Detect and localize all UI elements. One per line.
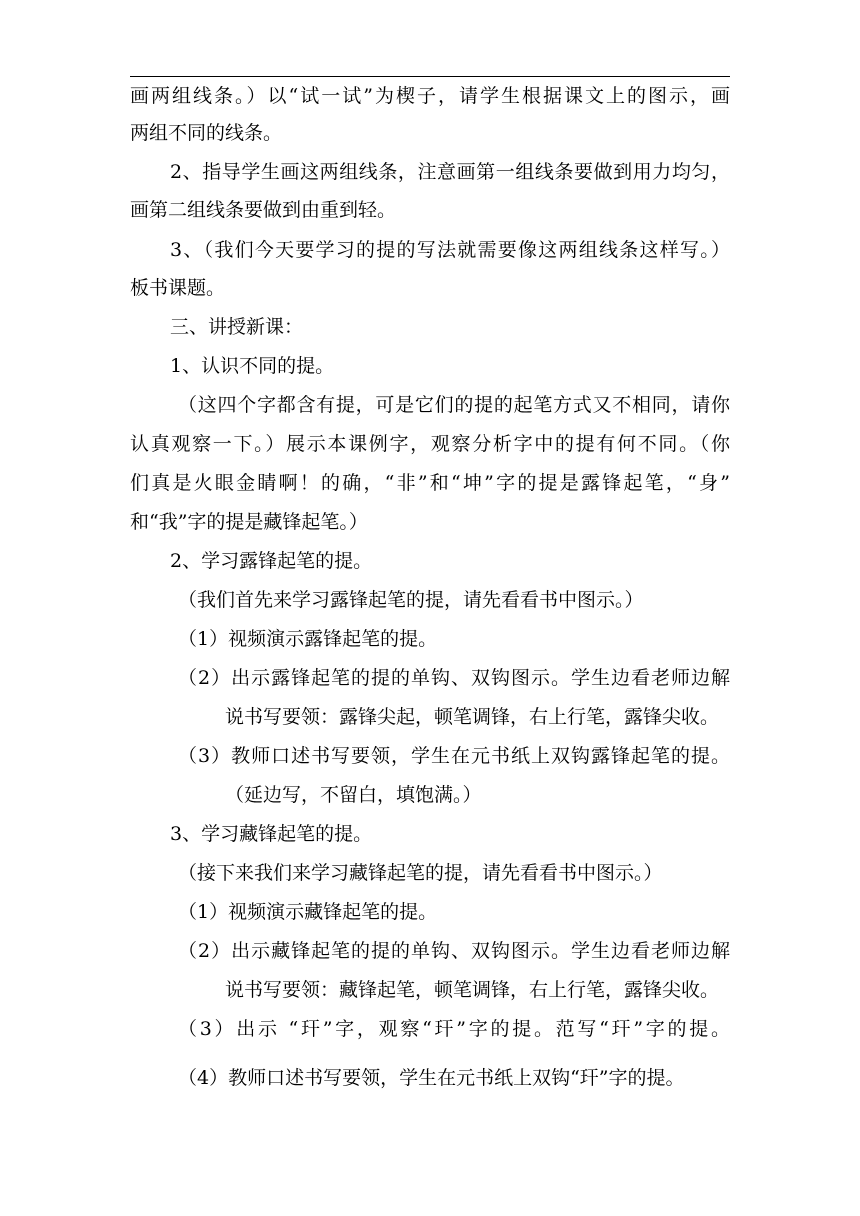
text-line: 说书写要领：露锋尖起，顿笔调锋，右上行笔，露锋尖收。 [225, 706, 720, 728]
text-line: 3、学习藏锋起笔的提。 [170, 823, 373, 845]
header-rule [130, 76, 730, 77]
text-line: （2）出示藏锋起笔的提的单钩、双钩图示。学生边看老师边解 [178, 940, 730, 962]
text-line: 画第二组线条要做到由重到轻。 [130, 199, 397, 221]
text-line: （我们首先来学习露锋起笔的提，请先看看书中图示。） [178, 589, 644, 611]
text-line: 板书课题。 [130, 277, 226, 299]
text-line: 画两组线条。）以“试一试”为楔子，请学生根据课文上的图示，画 [130, 85, 730, 107]
text-line: 认真观察一下。）展示本课例字，观察分析字中的提有何不同。（你 [130, 433, 730, 455]
text-line: 2、指导学生画这两组线条，注意画第一组线条要做到用力均匀， [170, 161, 730, 183]
text-line: 们真是火眼金睛啊！的确，“非”和“坤”字的提是露锋起笔，“身” [130, 472, 730, 494]
text-line: （延边写，不留白，填饱满。） [225, 784, 482, 806]
text-line: （1）视频演示藏锋起笔的提。 [178, 901, 438, 923]
text-line: （这四个字都含有提，可是它们的提的起笔方式又不相同，请你 [178, 394, 730, 416]
text-line: 两组不同的线条。 [130, 122, 283, 144]
section-heading: 三、讲授新课： [170, 316, 304, 338]
text-line: 1、认识不同的提。 [170, 355, 335, 377]
text-line: 说书写要领：藏锋起笔，顿笔调锋，右上行笔，露锋尖收。 [225, 979, 720, 1001]
text-line: 3、（我们今天要学习的提的写法就需要像这两组线条这样写。） [170, 239, 730, 261]
text-line: （4）教师口述书写要领，学生在元书纸上双钩“玕”字的提。 [178, 1067, 685, 1089]
text-line: （接下来我们来学习藏锋起笔的提，请先看看书中图示。） [178, 862, 663, 884]
text-line: （2）出示露锋起笔的提的单钩、双钩图示。学生边看老师边解 [178, 667, 730, 689]
text-line: （3）出示 “玕”字，观察“玕”字的提。范写“玕”字的提。 [178, 1018, 730, 1040]
text-line: （3）教师口述书写要领，学生在元书纸上双钩露锋起笔的提。 [178, 745, 730, 767]
text-line: 2、学习露锋起笔的提。 [170, 550, 373, 572]
text-line: 和“我”字的提是藏锋起笔。） [130, 511, 368, 533]
text-line: （1）视频演示露锋起笔的提。 [178, 628, 438, 650]
